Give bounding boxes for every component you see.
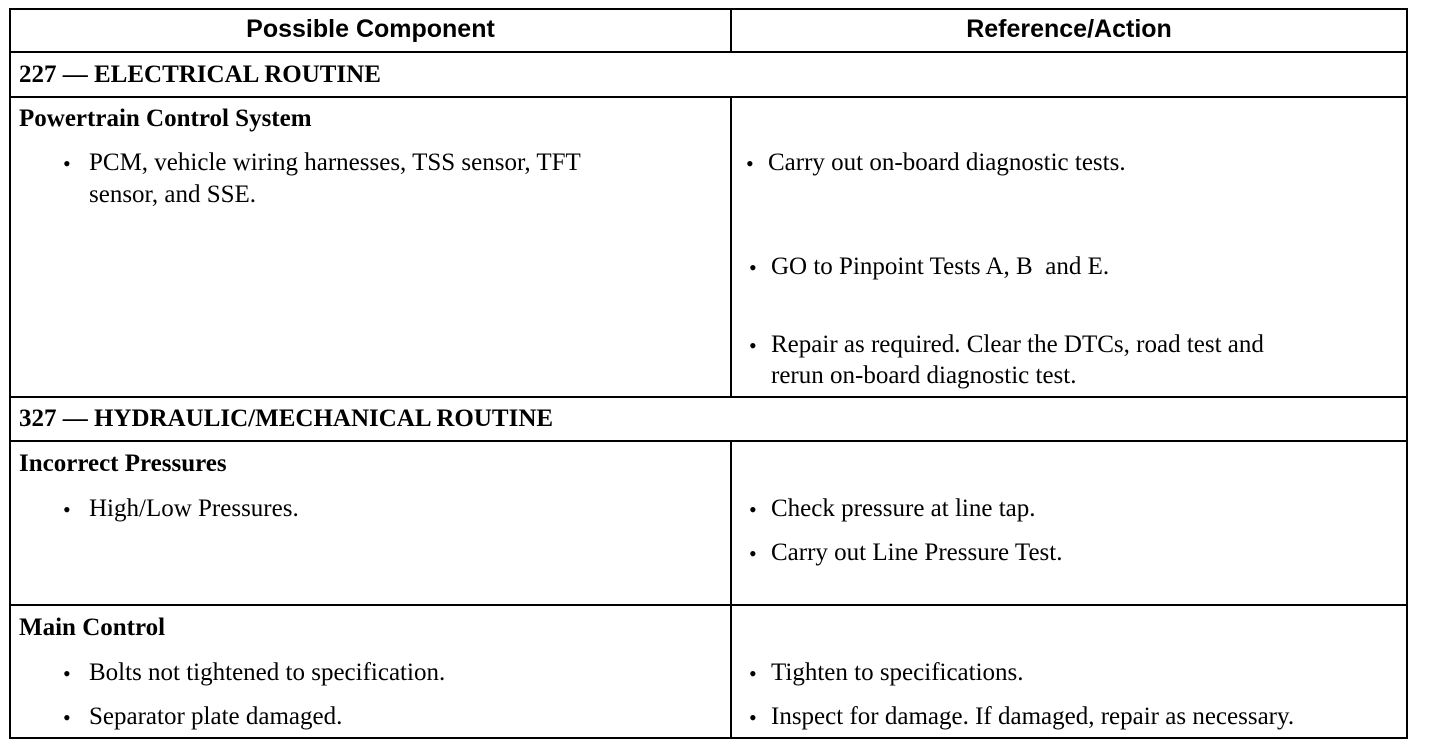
section-title: 227 — ELECTRICAL ROUTINE <box>19 61 381 88</box>
bullet: • <box>749 661 757 686</box>
row-divider <box>9 604 1408 606</box>
row-divider <box>9 96 1408 98</box>
action-line: rerun on-board diagnostic test. <box>771 362 1077 389</box>
bullet: • <box>746 151 754 176</box>
bullet: • <box>63 705 71 730</box>
bullet: • <box>749 705 757 730</box>
component-line: sensor, and SSE. <box>89 181 257 208</box>
component-line: Separator plate damaged. <box>89 703 343 730</box>
action-line: Carry out Line Pressure Test. <box>771 539 1063 566</box>
column-divider <box>730 441 732 739</box>
component-line: High/Low Pressures. <box>89 495 299 522</box>
column-divider <box>730 97 732 397</box>
action-line: Carry out on-board diagnostic tests. <box>768 149 1126 176</box>
bullet: • <box>749 333 757 358</box>
action-line: Check pressure at line tap. <box>771 495 1036 522</box>
bullet: • <box>749 255 757 280</box>
table-border-bottom <box>9 737 1408 739</box>
bullet: • <box>63 151 71 176</box>
column-header-component: Possible Component <box>246 15 495 43</box>
table-border-left <box>9 8 11 739</box>
group-title: Main Control <box>19 614 166 641</box>
component-line: PCM, vehicle wiring harnesses, TSS sensor, TFT <box>89 149 581 176</box>
action-line: GO to Pinpoint Tests A, B and E. <box>771 253 1110 280</box>
section-title: 327 — HYDRAULIC/MECHANICAL ROUTINE <box>19 405 554 432</box>
bullet: • <box>749 541 757 566</box>
bullet: • <box>63 497 71 522</box>
bullet: • <box>63 661 71 686</box>
action-line: Repair as required. Clear the DTCs, road test and <box>771 331 1264 358</box>
row-divider <box>9 51 1408 53</box>
action-line: Tighten to specifications. <box>771 659 1024 686</box>
component-line: Bolts not tightened to specification. <box>89 659 446 686</box>
group-title: Incorrect Pressures <box>19 450 227 477</box>
action-line: Inspect for damage. If damaged, repair as necessary. <box>771 703 1295 730</box>
table-border-top <box>9 8 1408 10</box>
row-divider <box>9 396 1408 398</box>
row-divider <box>9 440 1408 442</box>
bullet: • <box>749 497 757 522</box>
table-border-right <box>1406 8 1408 739</box>
group-title: Powertrain Control System <box>19 105 312 132</box>
column-header-action: Reference/Action <box>966 15 1172 43</box>
